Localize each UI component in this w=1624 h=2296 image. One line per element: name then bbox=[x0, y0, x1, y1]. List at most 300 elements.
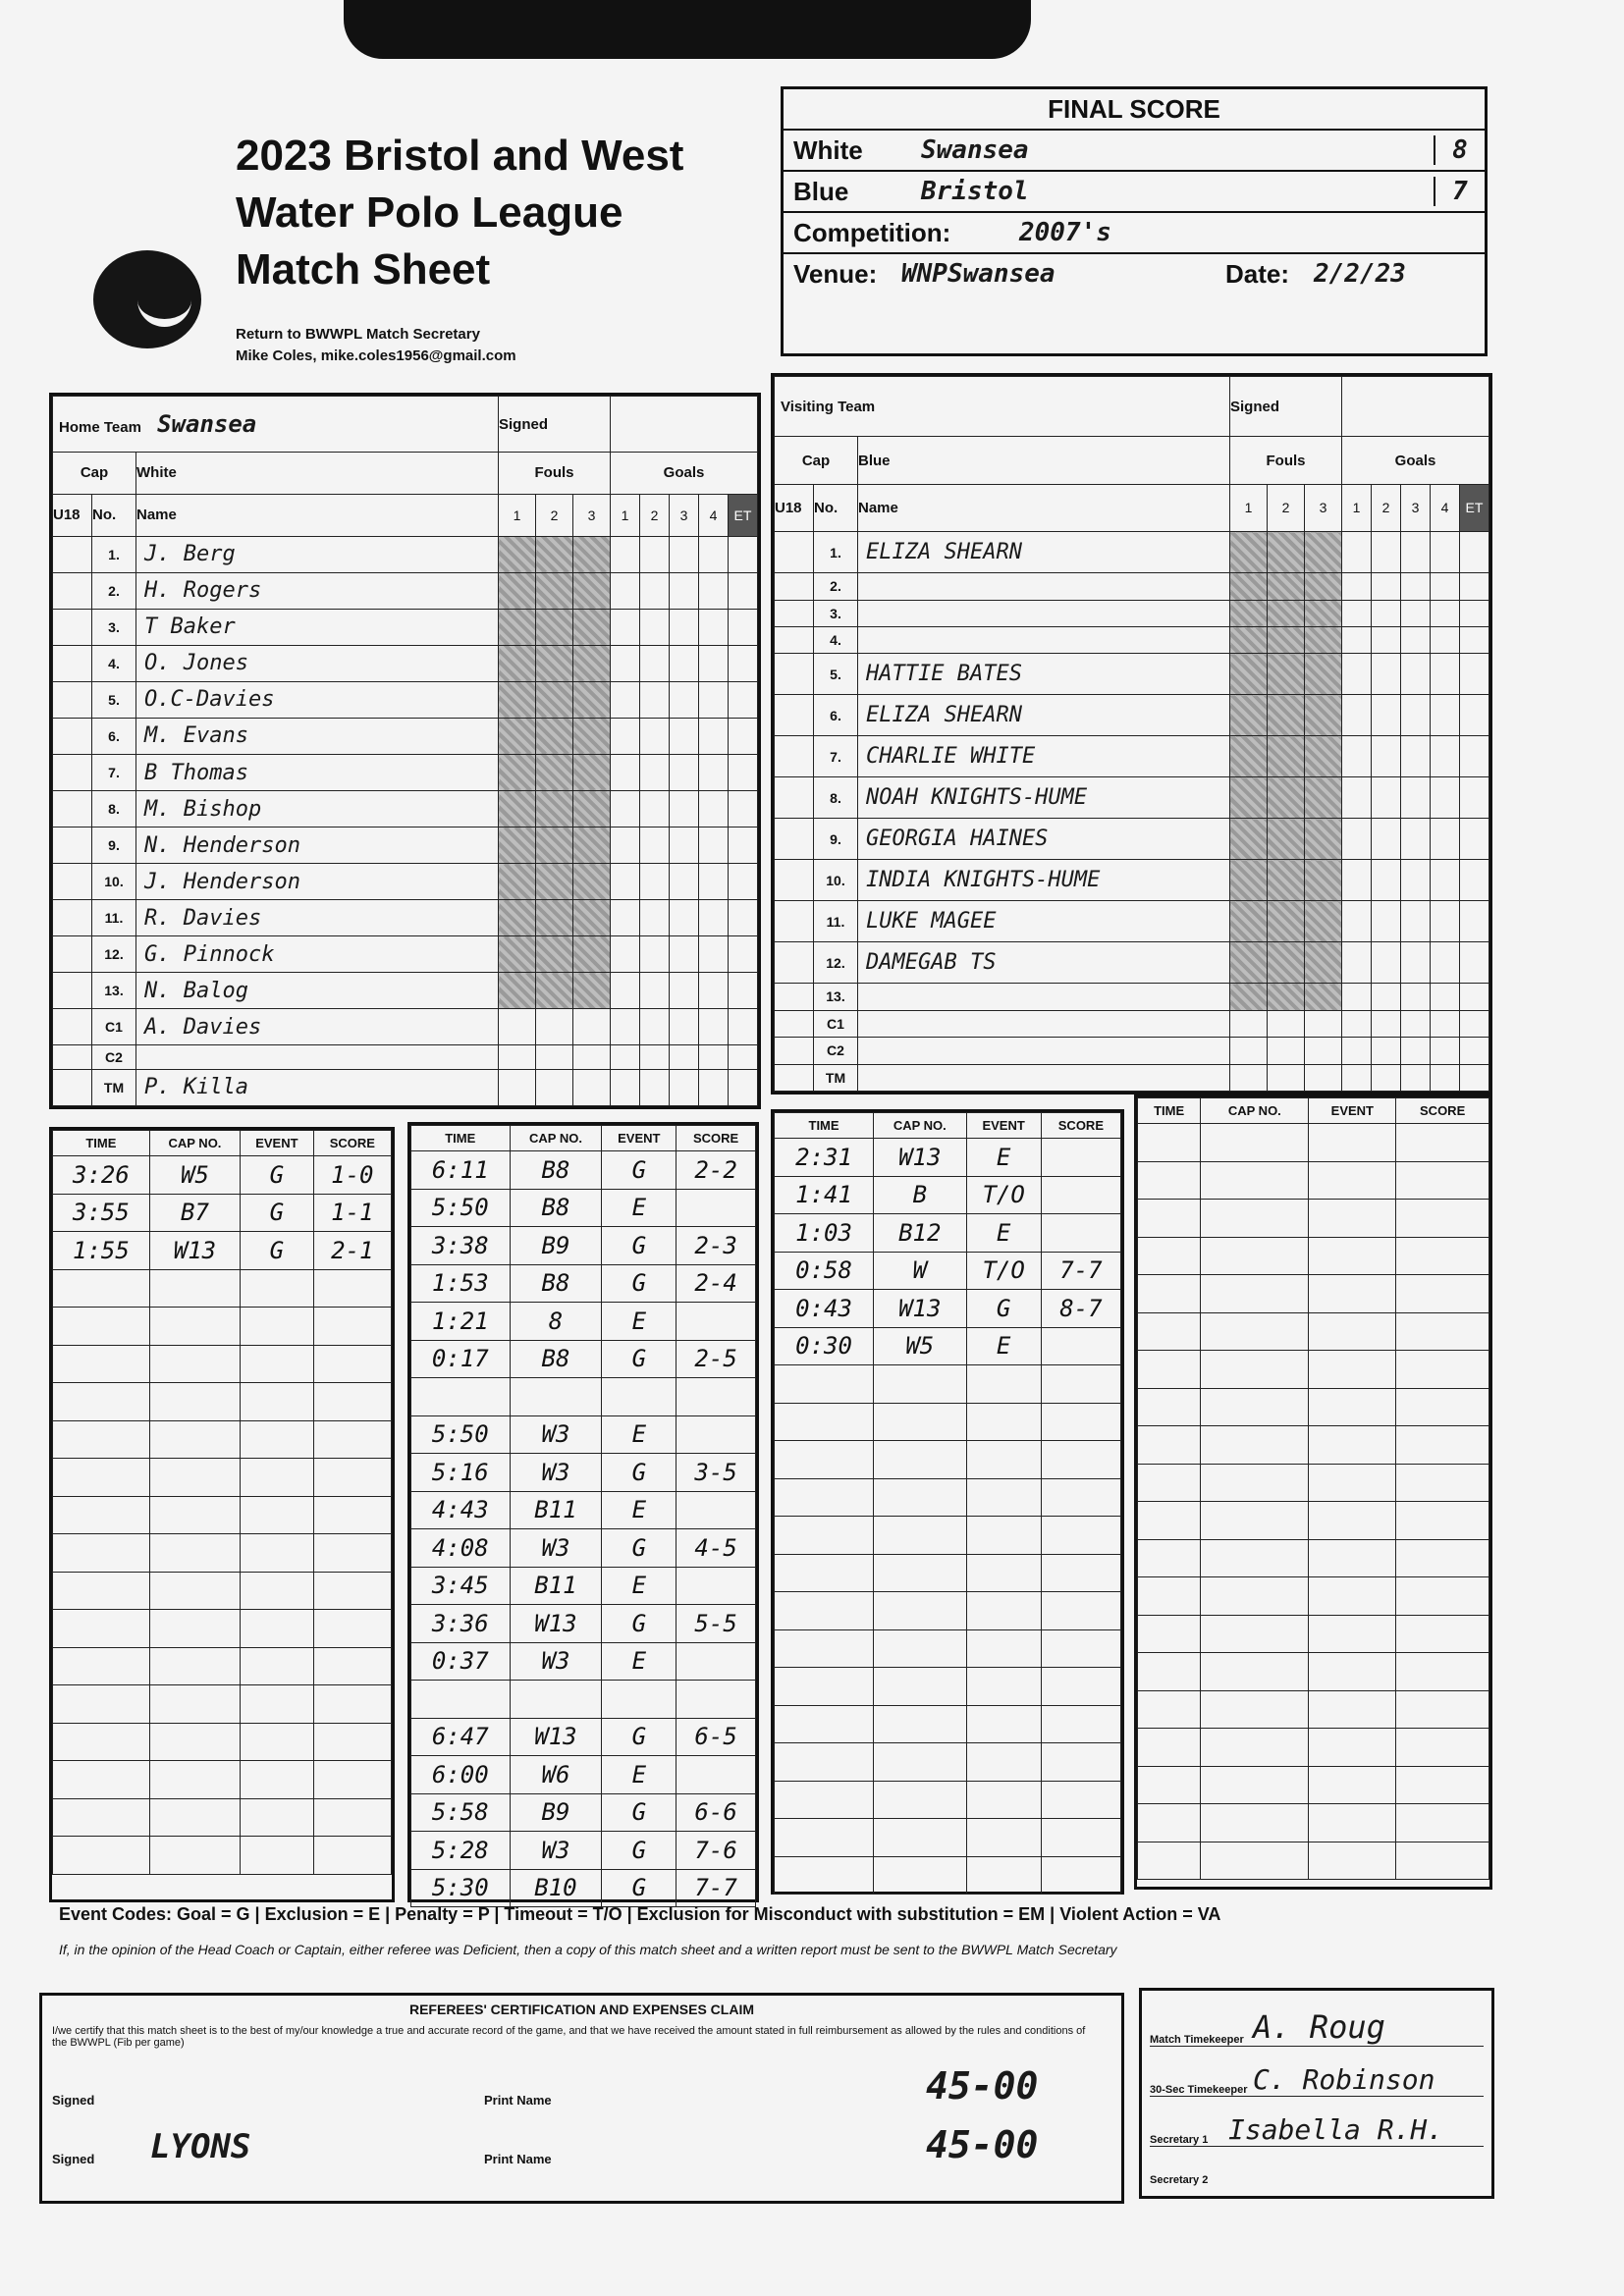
event-cell bbox=[874, 1705, 966, 1743]
event-cell bbox=[775, 1743, 874, 1782]
event-cell bbox=[241, 1647, 314, 1685]
event-cell bbox=[313, 1345, 391, 1383]
event-row bbox=[411, 1264, 756, 1303]
event-cell bbox=[1041, 1781, 1120, 1819]
event-header: CAP NO. bbox=[510, 1126, 602, 1151]
event-cell bbox=[775, 1478, 874, 1517]
event-cell: 0:58 bbox=[775, 1252, 874, 1290]
event-cell bbox=[775, 1592, 874, 1630]
event-row bbox=[53, 1308, 392, 1346]
event-cell: E bbox=[602, 1642, 677, 1681]
event-cell: G bbox=[602, 1869, 677, 1907]
event-cell: T/O bbox=[966, 1252, 1041, 1290]
event-cell bbox=[966, 1403, 1041, 1441]
event-cell bbox=[241, 1798, 314, 1837]
event-cell: W5 bbox=[149, 1156, 240, 1195]
event-cell bbox=[1201, 1275, 1309, 1313]
event-cell: 5:58 bbox=[411, 1793, 511, 1832]
event-row bbox=[1138, 1237, 1489, 1275]
event-cell bbox=[1309, 1124, 1396, 1162]
cap-number: 11. bbox=[92, 900, 136, 936]
event-cell bbox=[1138, 1502, 1201, 1540]
event-cell bbox=[1396, 1842, 1489, 1880]
visiting-player-row bbox=[775, 600, 1489, 626]
visiting-player-row bbox=[775, 819, 1489, 860]
event-cell bbox=[149, 1534, 240, 1573]
event-cell bbox=[677, 1415, 756, 1454]
event-log-col1 bbox=[49, 1127, 395, 1902]
event-cell: B8 bbox=[510, 1189, 602, 1227]
event-row bbox=[1138, 1312, 1489, 1351]
event-row bbox=[411, 1151, 756, 1190]
home-player-row bbox=[53, 718, 758, 754]
home-player-row bbox=[53, 828, 758, 864]
event-cell bbox=[1201, 1426, 1309, 1465]
event-row bbox=[1138, 1729, 1489, 1767]
event-cell bbox=[241, 1459, 314, 1497]
event-cell: B8 bbox=[510, 1151, 602, 1190]
event-row bbox=[775, 1290, 1121, 1328]
event-cell bbox=[241, 1837, 314, 1875]
event-cell: 3-5 bbox=[677, 1454, 756, 1492]
event-cell: 5:50 bbox=[411, 1415, 511, 1454]
event-cell bbox=[966, 1592, 1041, 1630]
event-cell bbox=[241, 1610, 314, 1648]
event-cell bbox=[313, 1572, 391, 1610]
event-cell bbox=[241, 1269, 314, 1308]
event-row bbox=[411, 1454, 756, 1492]
event-cell bbox=[1309, 1351, 1396, 1389]
event-cell bbox=[313, 1420, 391, 1459]
player-name bbox=[858, 627, 1230, 654]
event-cell bbox=[1201, 1842, 1309, 1880]
event-cell: W3 bbox=[510, 1415, 602, 1454]
event-cell bbox=[313, 1534, 391, 1573]
event-cell bbox=[1309, 1615, 1396, 1653]
event-row bbox=[53, 1232, 392, 1270]
event-cell: 5:50 bbox=[411, 1189, 511, 1227]
visiting-player-row bbox=[775, 736, 1489, 777]
event-row bbox=[53, 1761, 392, 1799]
competition-value: 2007's bbox=[1019, 218, 1111, 247]
event-cell: 3:55 bbox=[53, 1194, 150, 1232]
event-row bbox=[411, 1189, 756, 1227]
event-cell: 3:36 bbox=[411, 1605, 511, 1643]
event-cell: 0:30 bbox=[775, 1327, 874, 1365]
blue-row: Blue Bristol 7 bbox=[784, 172, 1485, 213]
event-header: EVENT bbox=[1309, 1098, 1396, 1124]
home-player-rows bbox=[53, 536, 758, 1105]
player-name: ELIZA SHEARN bbox=[858, 532, 1230, 573]
event-cell bbox=[1138, 1124, 1201, 1162]
visiting-player-row bbox=[775, 901, 1489, 942]
cap-number: TM bbox=[814, 1064, 858, 1091]
event-cell bbox=[1041, 1554, 1120, 1592]
event-cell bbox=[1396, 1124, 1489, 1162]
event-header: SCORE bbox=[677, 1126, 756, 1151]
visiting-player-row bbox=[775, 695, 1489, 736]
event-cell: 2-4 bbox=[677, 1264, 756, 1303]
event-cell: 0:17 bbox=[411, 1340, 511, 1378]
event-row bbox=[53, 1534, 392, 1573]
event-cell bbox=[313, 1837, 391, 1875]
event-cell: 5:28 bbox=[411, 1832, 511, 1870]
event-cell: B11 bbox=[510, 1567, 602, 1605]
event-row bbox=[53, 1156, 392, 1195]
event-row bbox=[411, 1718, 756, 1756]
cap-number: 8. bbox=[92, 791, 136, 828]
event-row bbox=[775, 1139, 1121, 1177]
home-team-table: Home Team Swansea Signed Cap White Fouls Goals U18 No. Name 1 2 3 1 2 3 4 ET 1. J. Berg 2. H. Rogers 3. T Baker 4. O. Jones 5. O.C-Davies 6. M. Evans 7. B Thomas 8. M. Bishop 9. N. Henderson 10. J. Henderson 11. R. Davies 12. G. Pinnock 13. N. Balog C1 A. Davies C2 TM P. Killa bbox=[49, 393, 761, 1109]
event-cell bbox=[149, 1383, 240, 1421]
event-cell: G bbox=[966, 1290, 1041, 1328]
cap-number: 10. bbox=[814, 860, 858, 901]
event-cell: 6:11 bbox=[411, 1151, 511, 1190]
cap-number: 6. bbox=[814, 695, 858, 736]
player-name: J. Berg bbox=[136, 536, 499, 572]
event-row bbox=[775, 1819, 1121, 1857]
event-cell bbox=[966, 1629, 1041, 1668]
event-cell bbox=[1041, 1176, 1120, 1214]
event-cell bbox=[1396, 1577, 1489, 1616]
event-cell: W3 bbox=[510, 1529, 602, 1568]
event-row bbox=[775, 1629, 1121, 1668]
event-cell bbox=[1309, 1577, 1396, 1616]
event-cell bbox=[241, 1572, 314, 1610]
event-cell bbox=[966, 1781, 1041, 1819]
event-cell bbox=[149, 1572, 240, 1610]
event-cell bbox=[313, 1496, 391, 1534]
event-cell bbox=[53, 1420, 150, 1459]
event-cell bbox=[313, 1647, 391, 1685]
event-row bbox=[53, 1420, 392, 1459]
event-row bbox=[411, 1793, 756, 1832]
event-cell: W13 bbox=[874, 1139, 966, 1177]
event-cell bbox=[1309, 1690, 1396, 1729]
visiting-player-row bbox=[775, 860, 1489, 901]
event-cell bbox=[53, 1383, 150, 1421]
visiting-player-row bbox=[775, 984, 1489, 1010]
cap-number: C1 bbox=[814, 1010, 858, 1037]
event-cell: 3:26 bbox=[53, 1156, 150, 1195]
event-row bbox=[53, 1837, 392, 1875]
event-row bbox=[775, 1478, 1121, 1517]
player-name bbox=[858, 600, 1230, 626]
event-cell bbox=[1138, 1653, 1201, 1691]
event-cell bbox=[1309, 1804, 1396, 1842]
event-cell: 6-5 bbox=[677, 1718, 756, 1756]
event-cell: 1:03 bbox=[775, 1214, 874, 1253]
event-header: EVENT bbox=[966, 1113, 1041, 1139]
event-cell: G bbox=[602, 1718, 677, 1756]
event-cell bbox=[775, 1819, 874, 1857]
event-cell bbox=[1396, 1200, 1489, 1238]
event-cell bbox=[53, 1798, 150, 1837]
event-header: TIME bbox=[411, 1126, 511, 1151]
event-row bbox=[411, 1605, 756, 1643]
officials-box: Match Timekeeper A. Roug 30-Sec Timekeeper C. Robinson Secretary 1 Isabella R.H. Secretary 2 bbox=[1139, 1988, 1494, 2199]
event-cell bbox=[874, 1441, 966, 1479]
player-name: NOAH KNIGHTS-HUME bbox=[858, 777, 1230, 819]
cap-number: 7. bbox=[92, 754, 136, 790]
event-cell bbox=[1138, 1312, 1201, 1351]
cap-number: 13. bbox=[814, 984, 858, 1010]
event-row bbox=[53, 1685, 392, 1724]
deficiency-note: If, in the opinion of the Head Coach or Captain, either referee was Deficient, then a copy of this match sheet and a written report must be sent to the BWWPL Match Secretary bbox=[59, 1942, 1117, 1957]
event-cell bbox=[1138, 1804, 1201, 1842]
event-row bbox=[411, 1340, 756, 1378]
event-cell bbox=[677, 1756, 756, 1794]
home-player-row bbox=[53, 1009, 758, 1045]
event-cell: G bbox=[241, 1194, 314, 1232]
event-cell bbox=[1309, 1275, 1396, 1313]
event-cell bbox=[1041, 1705, 1120, 1743]
event-cell bbox=[1041, 1856, 1120, 1895]
event-cell bbox=[53, 1572, 150, 1610]
home-player-row bbox=[53, 791, 758, 828]
competition-row: Competition: 2007's bbox=[784, 213, 1485, 254]
event-cell bbox=[874, 1819, 966, 1857]
event-codes-legend: Event Codes: Goal = G | Exclusion = E | Penalty = P | Timeout = T/O | Exclusion for Misconduct with substitution = EM | Violent Action = VA bbox=[59, 1904, 1221, 1924]
event-cell bbox=[1201, 1502, 1309, 1540]
cap-number: 9. bbox=[814, 819, 858, 860]
event-cell: B11 bbox=[510, 1491, 602, 1529]
event-header: SCORE bbox=[1041, 1113, 1120, 1139]
venue-row: Venue: WNPSwansea Date: 2/2/23 bbox=[793, 258, 1406, 289]
cap-number: C1 bbox=[92, 1009, 136, 1045]
event-row bbox=[411, 1756, 756, 1794]
event-header: TIME bbox=[775, 1113, 874, 1139]
visiting-player-row bbox=[775, 654, 1489, 695]
player-name bbox=[858, 1010, 1230, 1037]
event-cell bbox=[966, 1819, 1041, 1857]
event-cell: 1:41 bbox=[775, 1176, 874, 1214]
event-cell: 2:31 bbox=[775, 1139, 874, 1177]
cap-number: 1. bbox=[814, 532, 858, 573]
event-row bbox=[1138, 1539, 1489, 1577]
event-cell bbox=[677, 1491, 756, 1529]
home-player-row bbox=[53, 973, 758, 1009]
event-cell bbox=[1138, 1615, 1201, 1653]
event-cell bbox=[1041, 1629, 1120, 1668]
player-name: P. Killa bbox=[136, 1069, 499, 1105]
event-cell bbox=[1396, 1464, 1489, 1502]
event-cell bbox=[1201, 1200, 1309, 1238]
event-cell bbox=[53, 1496, 150, 1534]
event-cell bbox=[677, 1189, 756, 1227]
event-cell: B9 bbox=[510, 1793, 602, 1832]
event-cell: 1-1 bbox=[313, 1194, 391, 1232]
event-cell bbox=[775, 1629, 874, 1668]
event-cell bbox=[1041, 1139, 1120, 1177]
event-cell bbox=[1396, 1351, 1489, 1389]
cap-number: 9. bbox=[92, 828, 136, 864]
event-row bbox=[411, 1415, 756, 1454]
event-cell: W3 bbox=[510, 1832, 602, 1870]
event-cell bbox=[1396, 1426, 1489, 1465]
sec30-timekeeper: C. Robinson bbox=[1253, 2063, 1435, 2096]
event-cell bbox=[1041, 1668, 1120, 1706]
event-cell bbox=[510, 1681, 602, 1719]
event-cell: B7 bbox=[149, 1194, 240, 1232]
final-score-heading: FINAL SCORE bbox=[784, 89, 1485, 131]
event-cell: B bbox=[874, 1176, 966, 1214]
event-cell: W3 bbox=[510, 1454, 602, 1492]
event-cell: E bbox=[602, 1415, 677, 1454]
event-row bbox=[775, 1592, 1121, 1630]
event-cell bbox=[53, 1308, 150, 1346]
event-cell bbox=[677, 1567, 756, 1605]
event-cell bbox=[874, 1478, 966, 1517]
white-row: White Swansea 8 bbox=[784, 131, 1485, 172]
visiting-player-rows bbox=[775, 532, 1489, 1092]
event-cell: E bbox=[966, 1214, 1041, 1253]
event-cell bbox=[874, 1668, 966, 1706]
player-name: CHARLIE WHITE bbox=[858, 736, 1230, 777]
event-cell bbox=[1201, 1312, 1309, 1351]
event-cell: B8 bbox=[510, 1340, 602, 1378]
event-row bbox=[775, 1705, 1121, 1743]
event-cell bbox=[1309, 1502, 1396, 1540]
event-cell bbox=[1201, 1237, 1309, 1275]
event-cell bbox=[149, 1345, 240, 1383]
event-cell bbox=[1041, 1743, 1120, 1782]
event-cell bbox=[1309, 1464, 1396, 1502]
player-name: M. Bishop bbox=[136, 791, 499, 828]
event-cell bbox=[313, 1723, 391, 1761]
event-cell bbox=[775, 1554, 874, 1592]
event-row bbox=[775, 1214, 1121, 1253]
event-cell bbox=[1201, 1729, 1309, 1767]
player-name: ELIZA SHEARN bbox=[858, 695, 1230, 736]
event-log-col4 bbox=[1134, 1095, 1492, 1890]
player-name: J. Henderson bbox=[136, 864, 499, 900]
event-cell: E bbox=[602, 1189, 677, 1227]
event-cell bbox=[775, 1705, 874, 1743]
event-cell bbox=[1201, 1161, 1309, 1200]
event-cell: W6 bbox=[510, 1756, 602, 1794]
event-cell: W13 bbox=[149, 1232, 240, 1270]
event-cell bbox=[1396, 1161, 1489, 1200]
event-cell bbox=[1309, 1388, 1396, 1426]
event-cell bbox=[677, 1378, 756, 1416]
event-row bbox=[53, 1496, 392, 1534]
event-row bbox=[775, 1365, 1121, 1404]
player-name bbox=[858, 573, 1230, 600]
cap-number: 10. bbox=[92, 864, 136, 900]
cap-number: 8. bbox=[814, 777, 858, 819]
event-row bbox=[1138, 1161, 1489, 1200]
player-name: INDIA KNIGHTS-HUME bbox=[858, 860, 1230, 901]
event-cell bbox=[53, 1534, 150, 1573]
event-row bbox=[775, 1252, 1121, 1290]
event-cell bbox=[1309, 1161, 1396, 1200]
referee2-print: LYONS bbox=[150, 2127, 251, 2166]
event-cell: 4-5 bbox=[677, 1529, 756, 1568]
event-cell bbox=[966, 1554, 1041, 1592]
event-row bbox=[1138, 1426, 1489, 1465]
event-cell bbox=[874, 1743, 966, 1782]
event-row bbox=[411, 1378, 756, 1416]
event-cell bbox=[874, 1403, 966, 1441]
event-cell bbox=[1201, 1615, 1309, 1653]
cap-number: 4. bbox=[92, 645, 136, 681]
league-logo-icon bbox=[93, 250, 201, 348]
cap-number: 1. bbox=[92, 536, 136, 572]
event-header: EVENT bbox=[602, 1126, 677, 1151]
home-player-row bbox=[53, 1045, 758, 1069]
player-name: A. Davies bbox=[136, 1009, 499, 1045]
event-cell: E bbox=[602, 1491, 677, 1529]
event-cell: 5-5 bbox=[677, 1605, 756, 1643]
event-cell: 0:43 bbox=[775, 1290, 874, 1328]
home-player-row bbox=[53, 754, 758, 790]
player-name: R. Davies bbox=[136, 900, 499, 936]
event-cell: 7-7 bbox=[677, 1869, 756, 1907]
event-row bbox=[1138, 1388, 1489, 1426]
home-team-name: Swansea bbox=[157, 410, 257, 439]
event-cell bbox=[149, 1685, 240, 1724]
cap-number: 12. bbox=[92, 936, 136, 973]
player-name: O. Jones bbox=[136, 645, 499, 681]
event-cell bbox=[1309, 1539, 1396, 1577]
event-cell bbox=[1138, 1275, 1201, 1313]
referee2-amount: 45-00 bbox=[926, 2123, 1039, 2166]
event-cell bbox=[1201, 1388, 1309, 1426]
event-cell bbox=[313, 1798, 391, 1837]
event-cell bbox=[1201, 1124, 1309, 1162]
event-cell bbox=[149, 1610, 240, 1648]
event-cell bbox=[966, 1705, 1041, 1743]
event-row bbox=[53, 1345, 392, 1383]
home-player-row bbox=[53, 681, 758, 718]
cap-number: 6. bbox=[92, 718, 136, 754]
home-player-row bbox=[53, 864, 758, 900]
event-cell bbox=[241, 1383, 314, 1421]
event-cell bbox=[53, 1837, 150, 1875]
event-cell bbox=[313, 1685, 391, 1724]
cap-number: 11. bbox=[814, 901, 858, 942]
event-row bbox=[775, 1403, 1121, 1441]
event-cell: G bbox=[602, 1605, 677, 1643]
event-log-col2 bbox=[407, 1122, 759, 1902]
cap-number: C2 bbox=[814, 1038, 858, 1064]
event-row bbox=[775, 1668, 1121, 1706]
event-cell bbox=[1138, 1464, 1201, 1502]
event-cell bbox=[313, 1269, 391, 1308]
event-header: EVENT bbox=[241, 1131, 314, 1156]
event-cell bbox=[1201, 1804, 1309, 1842]
event-cell: G bbox=[241, 1156, 314, 1195]
event-cell bbox=[775, 1365, 874, 1404]
event-cell bbox=[53, 1269, 150, 1308]
event-cell bbox=[53, 1761, 150, 1799]
event-row bbox=[775, 1856, 1121, 1895]
event-cell: G bbox=[602, 1454, 677, 1492]
event-cell: B12 bbox=[874, 1214, 966, 1253]
event-cell: 6:47 bbox=[411, 1718, 511, 1756]
event-cell: 2-2 bbox=[677, 1151, 756, 1190]
event-cell bbox=[966, 1743, 1041, 1782]
event-cell bbox=[1041, 1365, 1120, 1404]
event-cell bbox=[510, 1378, 602, 1416]
event-cell: G bbox=[602, 1529, 677, 1568]
event-cell bbox=[313, 1761, 391, 1799]
cap-number: 2. bbox=[92, 572, 136, 609]
event-cell bbox=[313, 1308, 391, 1346]
event-cell bbox=[1041, 1478, 1120, 1517]
event-cell bbox=[1138, 1690, 1201, 1729]
